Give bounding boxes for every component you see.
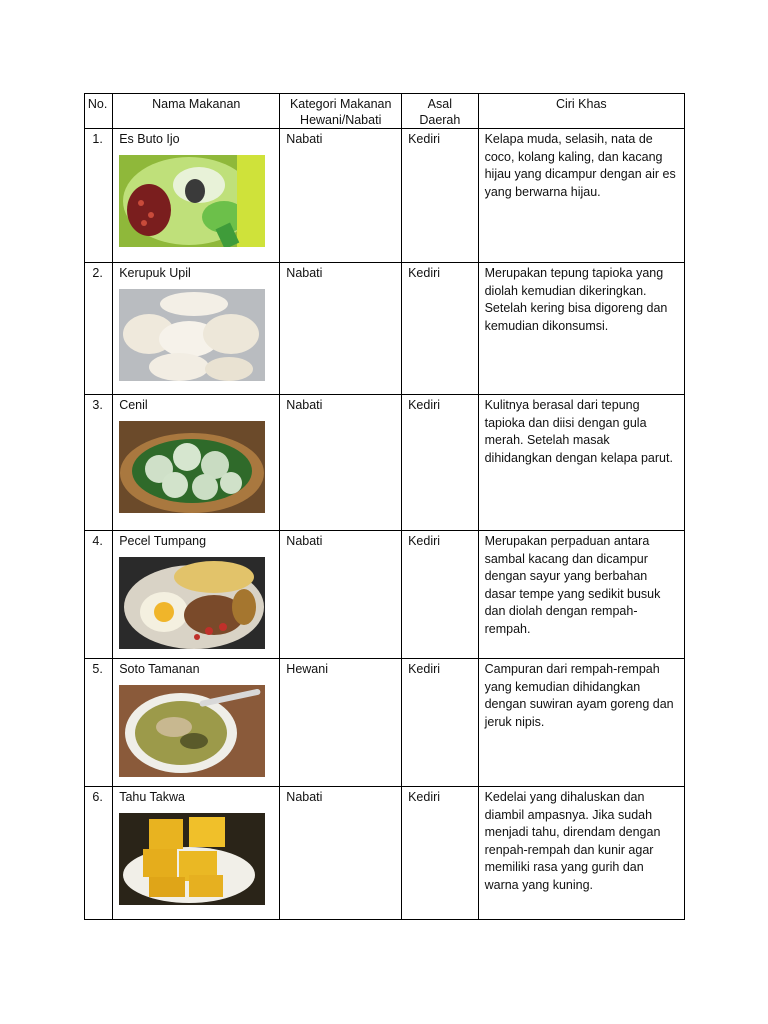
row-desc: Kulitnya berasal dari tepung tapioka dan diisi dengan gula merah. Setelah masak dihidangkan dengan kelapa parut. [478,395,684,531]
kerupuk-upil-photo [119,289,265,381]
row-origin: Kediri [402,787,479,920]
row-no: 6. [85,787,113,920]
row-desc: Kelapa muda, selasih, nata de coco, kolang kaling, dan kacang hijau yang dicampur dengan air es yang berwarna hijau. [478,129,684,263]
row-category: Hewani [280,659,402,787]
row-category: Nabati [280,531,402,659]
row-name: Tahu Takwa [119,790,185,804]
cenil-photo [119,421,265,513]
row-category: Nabati [280,129,402,263]
es-buto-ijo-photo [119,155,265,247]
row-desc: Campuran dari rempah-rempah yang kemudian dihidangkan dengan suwiran ayam goreng dan jeruk nipis. [478,659,684,787]
row-desc: Merupakan perpaduan antara sambal kacang dan dicampur dengan sayur yang berbahan dasar tempe yang sedikit busuk dan diolah dengan rempah-rempah. [478,531,684,659]
row-origin: Kediri [402,129,479,263]
row-name: Es Buto Ijo [119,132,180,146]
food-table [84,93,685,920]
row-no: 5. [85,659,113,787]
header-name: Nama Makanan [113,94,280,129]
row-name-cell [113,659,280,787]
soto-tamanan-photo [119,685,265,777]
row-name: Pecel Tumpang [119,534,207,548]
header-origin-line1: Asal [427,97,452,111]
table-header-row [85,94,685,129]
pecel-tumpang-photo [119,557,265,649]
table-row [85,129,685,263]
tahu-takwa-photo [119,813,265,905]
header-category [280,94,402,129]
row-name-cell [113,395,280,531]
row-no: 3. [85,395,113,531]
row-no: 4. [85,531,113,659]
row-name: Kerupuk Upil [119,266,191,280]
row-category: Nabati [280,787,402,920]
row-no: 1. [85,129,113,263]
header-no: No. [85,94,113,129]
row-desc: Kedelai yang dihaluskan dan diambil ampasnya. Jika sudah menjadi tahu, direndam dengan renpah-rempah dan kunir agar memiliki rasa yang gurih dan warna yang kuning. [478,787,684,920]
header-category-line2: Hewani/Nabati [300,113,382,127]
row-name-cell [113,787,280,920]
row-desc: Merupakan tepung tapioka yang diolah kemudian dikeringkan. Setelah kering bisa digoreng dan kemudian dikonsumsi. [478,263,684,395]
header-origin [402,94,479,129]
row-origin: Kediri [402,263,479,395]
row-name-cell [113,129,280,263]
row-origin: Kediri [402,659,479,787]
table-row [85,787,685,920]
row-name: Cenil [119,398,148,412]
table-row [85,659,685,787]
table-row [85,531,685,659]
row-name-cell [113,531,280,659]
row-category: Nabati [280,395,402,531]
header-origin-line2: Daerah [419,113,461,127]
row-name-cell [113,263,280,395]
row-no: 2. [85,263,113,395]
table-row [85,263,685,395]
table-row [85,395,685,531]
row-origin: Kediri [402,531,479,659]
row-origin: Kediri [402,395,479,531]
header-category-line1: Kategori Makanan [289,97,392,111]
header-desc: Ciri Khas [478,94,684,129]
row-name: Soto Tamanan [119,662,200,676]
row-category: Nabati [280,263,402,395]
